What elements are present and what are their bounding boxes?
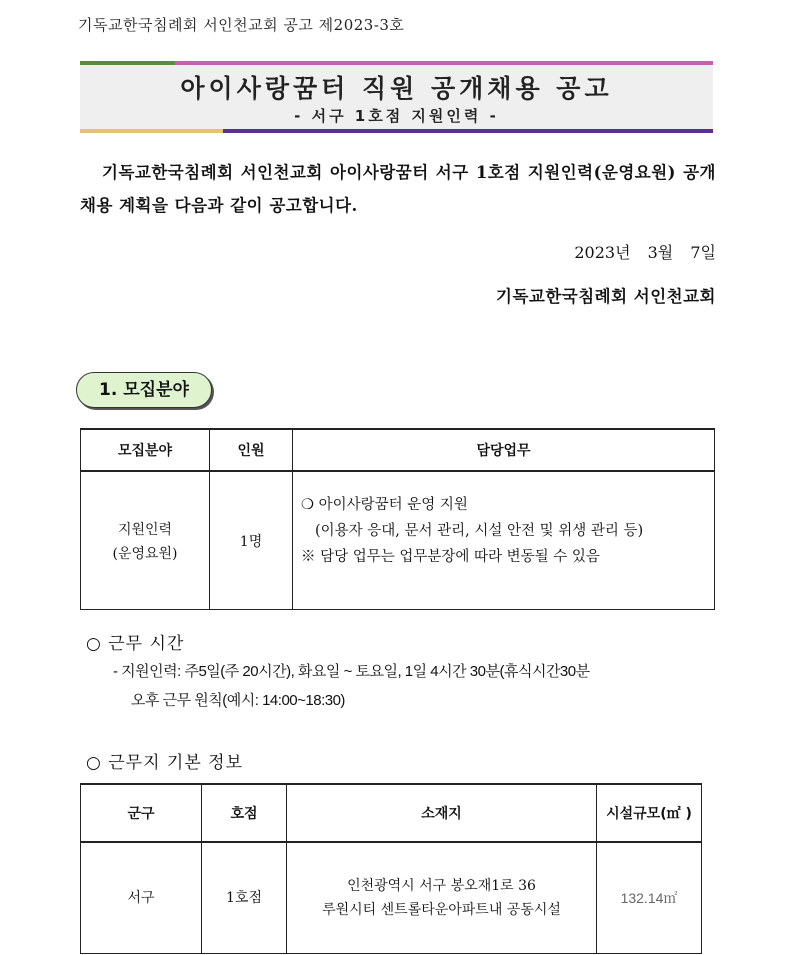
field-line2: (운영요원) [112, 545, 178, 562]
col-header-branch: 호점 [202, 784, 287, 842]
title-bar-bottom-right [223, 129, 713, 133]
col-header-area: 시설규모(㎡ ) [597, 784, 702, 842]
cell-branch: 1호점 [202, 842, 287, 954]
table-row [81, 471, 715, 610]
intro-paragraph: 기독교한국침례회 서인천교회 아이사랑꿈터 서구 1호점 지원인력(운영요원) 공개채용 계획을 다음과 같이 공고합니다. [80, 163, 716, 215]
table-header-row [81, 429, 715, 471]
title-bar-top-left [80, 61, 175, 65]
recruitment-table [80, 428, 715, 610]
cell-area: 132.14㎡ [597, 842, 702, 954]
page-subtitle: - 서구 1호점 지원인력 - [294, 107, 499, 125]
title-bar-top-right [175, 61, 713, 65]
table-row [81, 842, 702, 954]
cell-duty [293, 471, 715, 610]
col-header-address: 소재지 [287, 784, 597, 842]
title-bar-bottom-left [80, 129, 223, 133]
col-header-district: 군구 [81, 784, 202, 842]
duty-main: ❍ 아이사랑꿈터 운영 지원 [301, 497, 468, 513]
col-header-field: 모집분야 [81, 429, 210, 471]
date-month: 3월 [647, 243, 674, 262]
notice-number: 기독교한국침례회 서인천교회 공고 제2023-3호 [78, 16, 405, 34]
work-hours-line2: 오후 근무 원칙(예시: 14:00~18:30) [131, 692, 345, 709]
work-hours-heading: ○ 근무 시간 [86, 634, 185, 654]
cell-district: 서구 [81, 842, 202, 954]
cell-field [81, 471, 210, 610]
work-hours-text [113, 657, 590, 715]
cell-count: 1명 [210, 471, 293, 610]
table-header-row [81, 784, 702, 842]
address-line2: 루원시티 센트롤타운아파트내 공동시설 [322, 902, 561, 918]
section-label-recruitment: 1. 모집분야 [76, 372, 212, 408]
date-year: 2023년 [574, 243, 631, 262]
workplace-table [80, 783, 702, 954]
col-header-count: 인원 [210, 429, 293, 471]
organization-name: 기독교한국침례회 서인천교회 [496, 287, 716, 306]
address-line1: 인천광역시 서구 봉오재1로 36 [347, 878, 536, 894]
field-line1: 지원인력 [117, 521, 173, 538]
date-day: 7일 [690, 243, 716, 262]
cell-address [287, 842, 597, 954]
col-header-duty: 담당업무 [293, 429, 715, 471]
notice-date [574, 240, 716, 263]
duty-detail: (이용자 응대, 문서 관리, 시설 안전 및 위생 관리 등) [315, 523, 644, 539]
page-title: 아이사랑꿈터 직원 공개채용 공고 [180, 74, 613, 103]
work-hours-line1: - 지원인력: 주5일(주 20시간), 화요일 ~ 토요일, 1일 4시간 30분(휴식시간30분 [113, 663, 590, 680]
duty-note: ※ 담당 업무는 업무분장에 따라 변동될 수 있음 [301, 549, 600, 565]
workplace-heading: ○ 근무지 기본 정보 [86, 753, 243, 773]
